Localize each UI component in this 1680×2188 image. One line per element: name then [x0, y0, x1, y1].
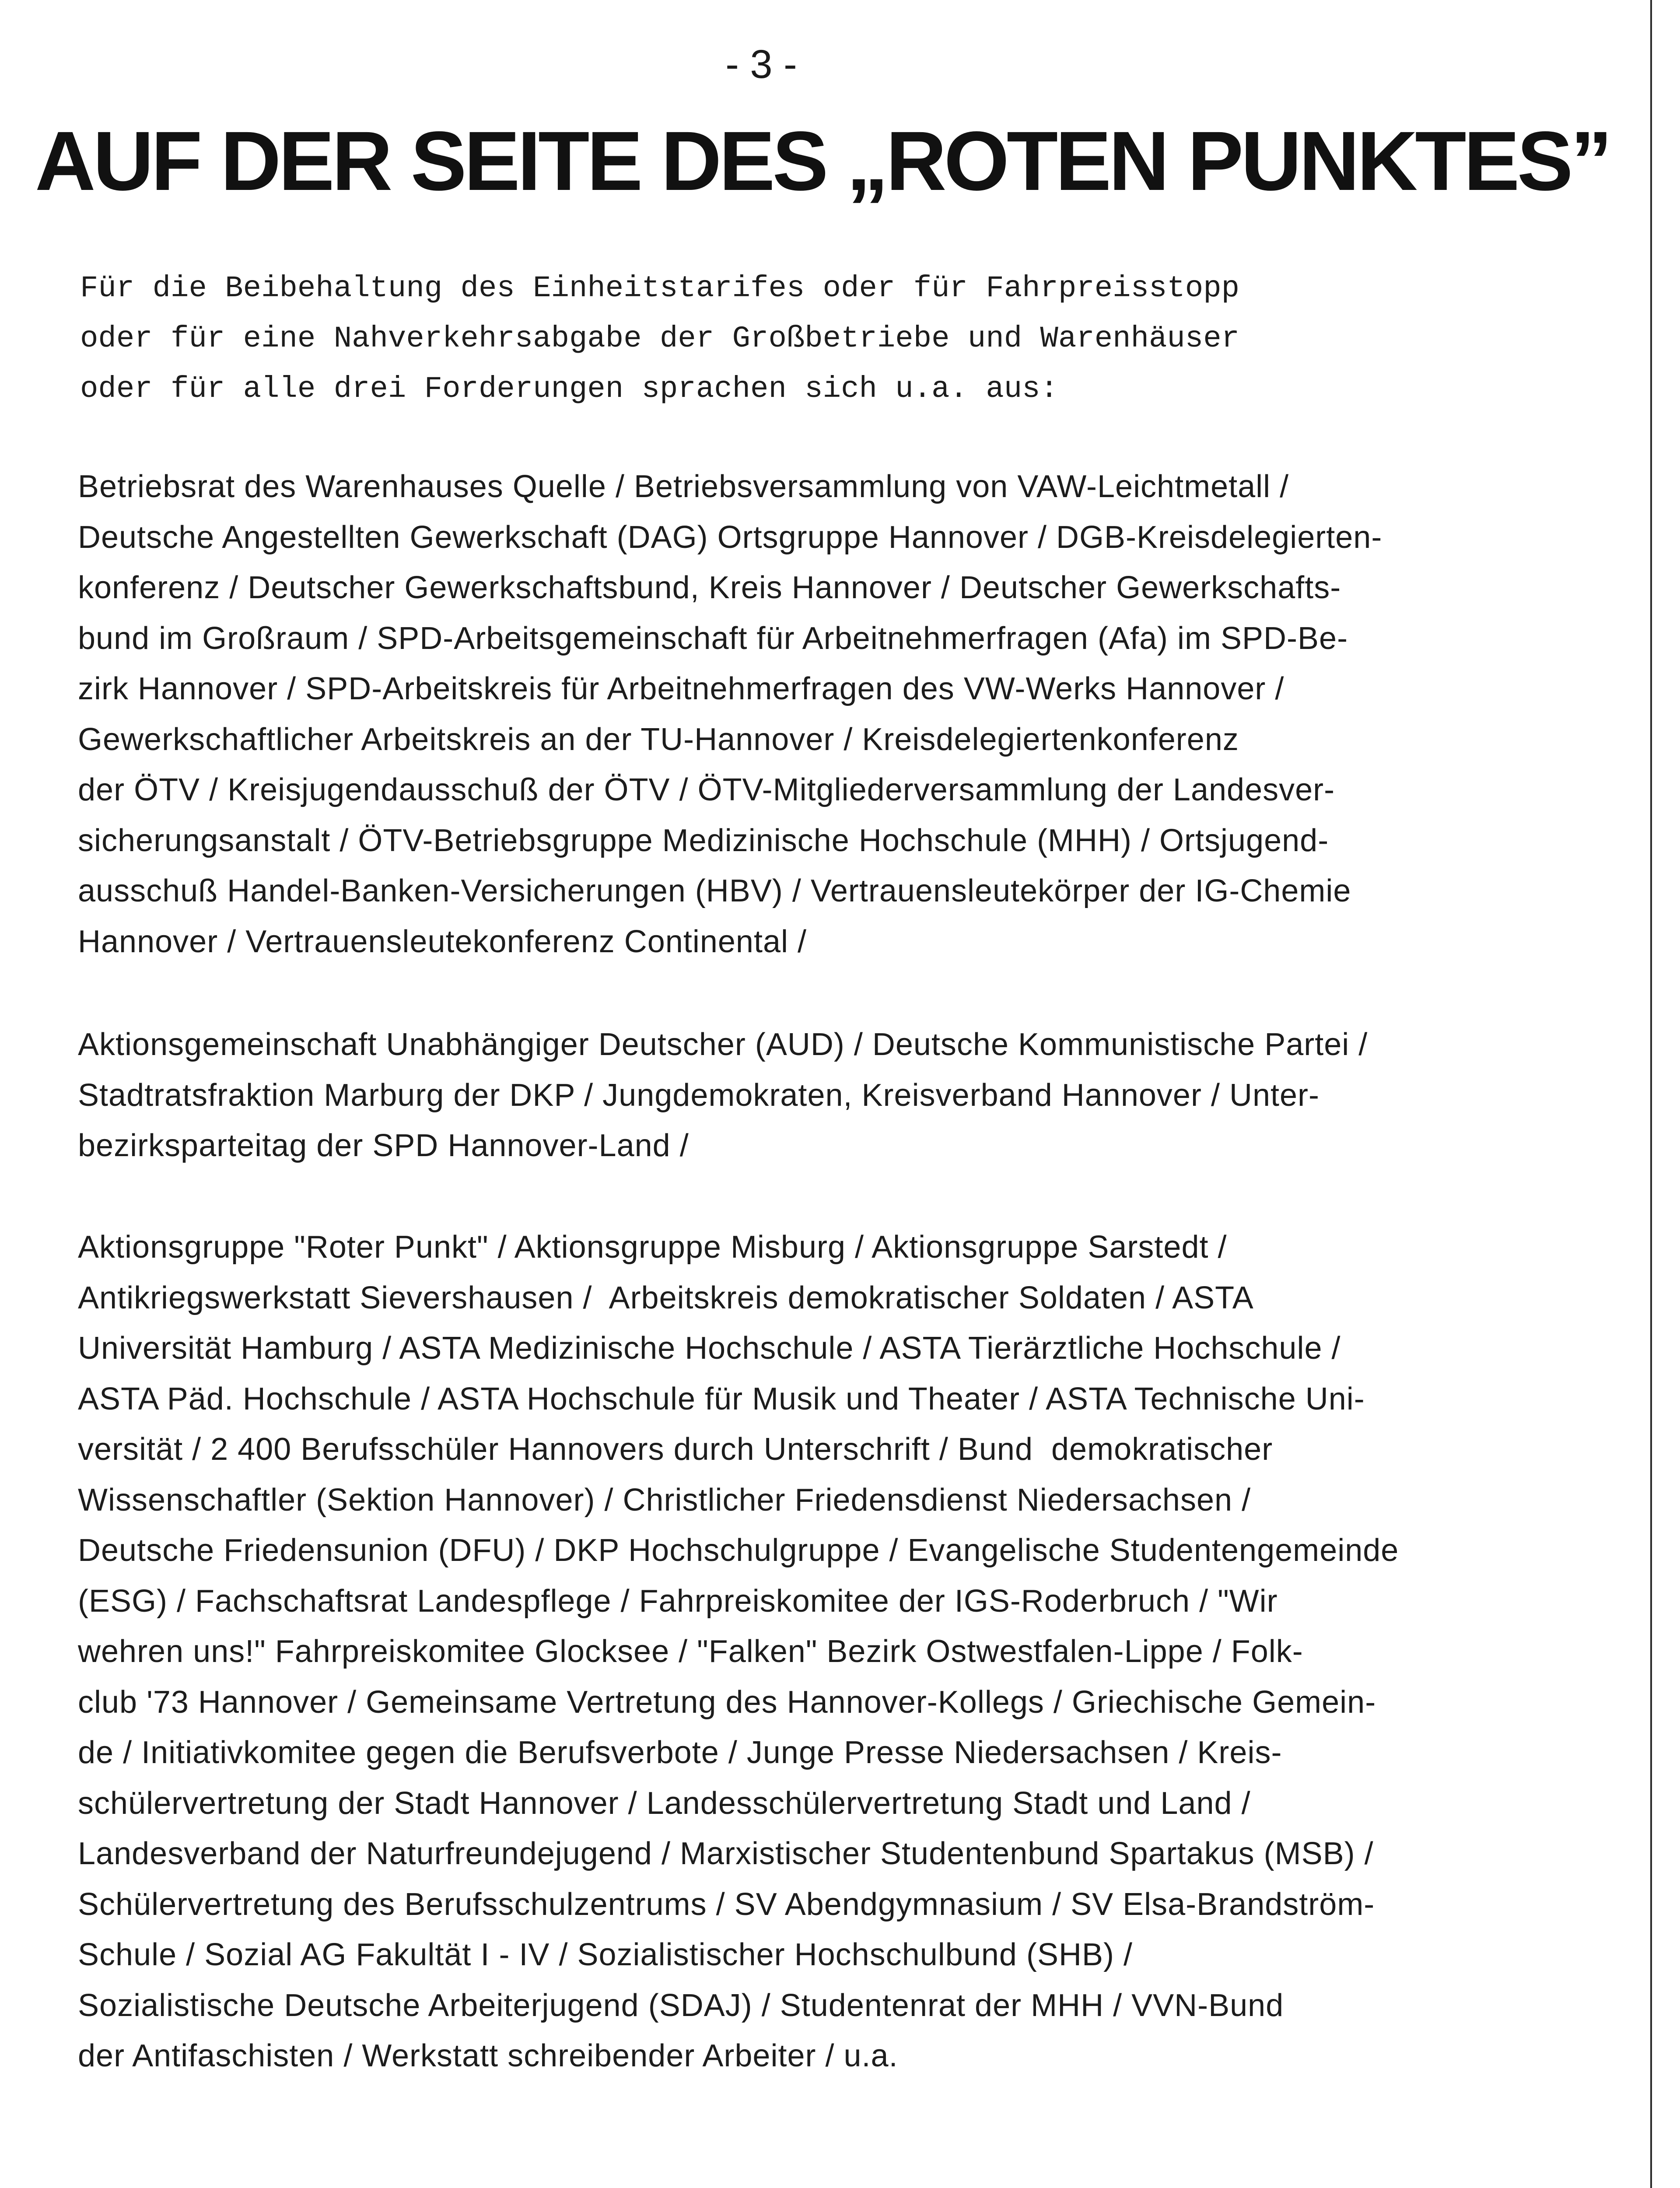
list-line: Wissenschaftler (Sektion Hannover) / Christlicher Friedensdienst Niedersachsen /: [78, 1482, 1251, 1518]
list-organizations: [78, 1222, 1508, 2082]
list-line: sicherungsanstalt / ÖTV-Betriebsgruppe Medizinische Hochschule (MHH) / Ortsjugend-: [78, 823, 1329, 858]
list-line: Gewerkschaftlicher Arbeitskreis an der TU-Hannover / Kreisdelegiertenkonferenz: [78, 722, 1239, 757]
list-line: Universität Hamburg / ASTA Medizinische Hochschule / ASTA Tierärztliche Hochschule /: [78, 1331, 1341, 1366]
list-line: schülervertretung der Stadt Hannover / Landesschülervertretung Stadt und Land /: [78, 1785, 1251, 1821]
list-line: versität / 2 400 Berufsschüler Hannovers durch Unterschrift / Bund demokratischer: [78, 1432, 1273, 1467]
list-line: (ESG) / Fachschaftsrat Landespflege / Fahrpreiskomitee der IGS-Roderbruch / "Wir: [78, 1583, 1278, 1619]
list-line: Deutsche Angestellten Gewerkschaft (DAG) Ortsgruppe Hannover / DGB-Kreisdelegierten-: [78, 519, 1382, 555]
list-line: Landesverband der Naturfreundejugend / Marxistischer Studentenbund Spartakus (MSB) /: [78, 1836, 1374, 1871]
list-line: ausschuß Handel-Banken-Versicherungen (HBV) / Vertrauensleutekörper der IG-Chemie: [78, 873, 1351, 908]
list-line: Schülervertretung des Berufsschulzentrums / SV Abendgymnasium / SV Elsa-Brandström-: [78, 1886, 1375, 1922]
list-line: de / Initiativkomitee gegen die Berufsverbote / Junge Presse Niedersachsen / Kreis-: [78, 1735, 1282, 1770]
list-line: der Antifaschisten / Werkstatt schreibender Arbeiter / u.a.: [78, 2038, 898, 2073]
intro-line: Für die Beibehaltung des Einheitstarifes oder für Fahrpreisstopp: [80, 271, 1240, 305]
list-line: Deutsche Friedensunion (DFU) / DKP Hochschulgruppe / Evangelische Studentengemeinde: [78, 1533, 1399, 1568]
page-headline: AUF DER SEITE DES „ROTEN PUNKTES”: [35, 114, 1610, 208]
list-line: bezirksparteitag der SPD Hannover-Land /: [78, 1128, 689, 1163]
list-line: ASTA Päd. Hochschule / ASTA Hochschule für Musik und Theater / ASTA Technische Uni-: [78, 1381, 1365, 1417]
list-line: Antikriegswerkstatt Sievershausen / Arbeitskreis demokratischer Soldaten / ASTA: [78, 1280, 1254, 1315]
intro-line: oder für alle drei Forderungen sprachen sich u.a. aus:: [80, 372, 1058, 406]
page-number: - 3 -: [725, 42, 797, 87]
list-line: Sozialistische Deutsche Arbeiterjugend (SDAJ) / Studentenrat der MHH / VVN-Bund: [78, 1988, 1284, 2023]
list-line: wehren uns!" Fahrpreiskomitee Glocksee / "Falken" Bezirk Ostwestfalen-Lippe / Folk-: [78, 1634, 1303, 1669]
list-line: der ÖTV / Kreisjugendausschuß der ÖTV / ÖTV-Mitgliederversammlung der Landesver-: [78, 772, 1335, 807]
list-line: Betriebsrat des Warenhauses Quelle / Betriebsversammlung von VAW-Leichtmetall /: [78, 469, 1289, 504]
page-edge-line: [1650, 0, 1652, 2188]
list-line: Schule / Sozial AG Fakultät I - IV / Sozialistischer Hochschulbund (SHB) /: [78, 1937, 1133, 1972]
list-line: konferenz / Deutscher Gewerkschaftsbund, Kreis Hannover / Deutscher Gewerkschafts-: [78, 570, 1341, 605]
list-line: bund im Großraum / SPD-Arbeitsgemeinschaft für Arbeitnehmerfragen (Afa) im SPD-Be-: [78, 621, 1348, 656]
intro-line: oder für eine Nahverkehrsabgabe der Großbetriebe und Warenhäuser: [80, 322, 1240, 356]
list-line: club '73 Hannover / Gemeinsame Vertretung des Hannover-Kollegs / Griechische Gemein-: [78, 1684, 1376, 1720]
list-line: Aktionsgruppe "Roter Punkt" / Aktionsgruppe Misburg / Aktionsgruppe Sarstedt /: [78, 1230, 1227, 1265]
list-line: zirk Hannover / SPD-Arbeitskreis für Arbeitnehmerfragen des VW-Werks Hannover /: [78, 671, 1284, 706]
intro-paragraph: [80, 263, 1511, 414]
list-line: Aktionsgemeinschaft Unabhängiger Deutscher (AUD) / Deutsche Kommunistische Partei /: [78, 1027, 1368, 1062]
list-line: Stadtratsfraktion Marburg der DKP / Jungdemokraten, Kreisverband Hannover / Unter-: [78, 1077, 1320, 1113]
list-line: Hannover / Vertrauensleutekonferenz Continental /: [78, 924, 807, 959]
list-parties: [78, 1020, 1508, 1171]
list-trade-unions: [78, 462, 1508, 967]
